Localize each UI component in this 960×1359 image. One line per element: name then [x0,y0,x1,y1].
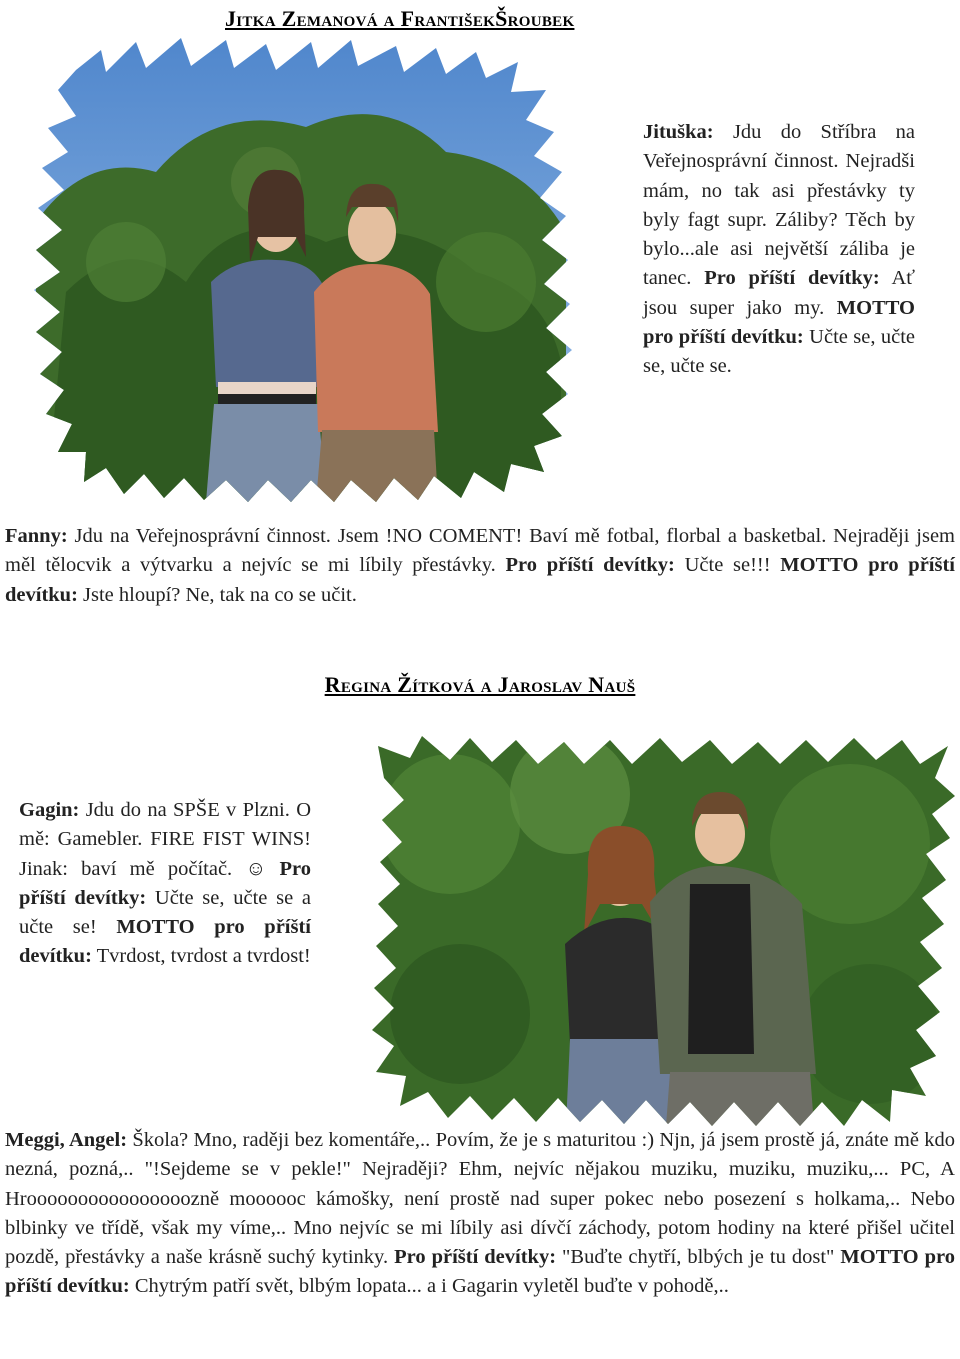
gagin-motto: Tvrdost, tvrdost a tvrdost! [91,945,311,968]
meggi-motto: Chytrým patří svět, blbým lopata... a i Gagarin vyletěl buďte v pohodě,.. [129,1275,729,1298]
gagin-interview [19,796,311,972]
jituska-interview [643,118,915,382]
jituska-advice: Ať jsou super jako my. [643,267,916,319]
gagin-advice-label: Pro příští devítky: [19,857,311,909]
fanny-interview [5,522,955,610]
speaker-meggi: Meggi, Angel: [5,1129,128,1151]
speaker-jituska: Jituška: [643,121,714,143]
fanny-text: Jdu na Veřejnosprávní činnost. Jsem !NO COMENT! Baví mě fotbal, florbal a basketbal. Nejraději jsem měl tělocvik a výtvarku a nejvíc se mi líbily přestávky. [5,525,955,577]
fanny-advice: Učte se!!! [674,554,781,577]
fanny-motto: Jste hloupí? Ne, tak na co se učit. [77,583,357,606]
speaker-fanny: Fanny: [5,525,68,547]
gagin-advice: Učte se, učte se a učte se! [19,886,311,939]
photo-regina-jaroslav [370,734,955,1126]
meggi-advice-label: Pro příští devítky: [394,1246,557,1269]
jituska-advice-label: Pro příští devítky: [704,267,880,290]
meggi-text: Škola? Mno, raději bez komentáře,.. Povím, že je s maturitou :) Njn, já jsem prostě já, znáte mě kdo nezná, pozná,.. "!Sejdeme se v pekle!" Nejraději? Ehm, nejvíc nějakou muziku, muziku, muziku,... PC, A Hroooooooooooooooozně moooooc kámošky, není prostě nad super pokec nebo posezení s holkama,.. Nebo blbinky ve třídě, však my víme,.. Mno nejvíc se mi líbily asi dívčí záchody, potom hodiny na které přišel učitel pozdě, přestávky a naše krásně suchý kytinky. [5,1129,955,1269]
meggi-motto-label: MOTTO pro příští devítku: [5,1246,956,1298]
fanny-motto-label: MOTTO pro příští devítku: [5,554,955,606]
jituska-text: Jdu do Stříbra na Veřejnosprávní činnost. Nejradši mám, no tak asi přestávky ty byly fagt supr. Záliby? Těch by bylo...ale asi největší záliba je tanec. [643,121,915,290]
gagin-text: Jdu do na SPŠE v Plzni. O mě: Gamebler. FIRE FIST WINS! Jinak: baví mě počítač. ☺ [19,799,311,880]
jituska-motto-label: MOTTO pro příští devítku: [643,296,915,349]
heading-second-pair: Regina Žítková a Jaroslav Nauš [324,672,636,697]
fanny-advice-label: Pro příští devítky: [505,554,675,577]
gagin-motto-label: MOTTO pro příští devítku: [19,916,311,968]
meggi-interview [5,1126,955,1302]
photo-jitka-frantisek [6,32,626,502]
meggi-advice: "Buďte chytří, blbých je tu dost" [556,1246,841,1269]
heading-first-pair: Jitka Zemanová a FrantišekŠroubek [225,6,575,31]
jituska-motto: Učte se, učte se, učte se. [643,326,915,378]
speaker-gagin: Gagin: [19,799,80,821]
